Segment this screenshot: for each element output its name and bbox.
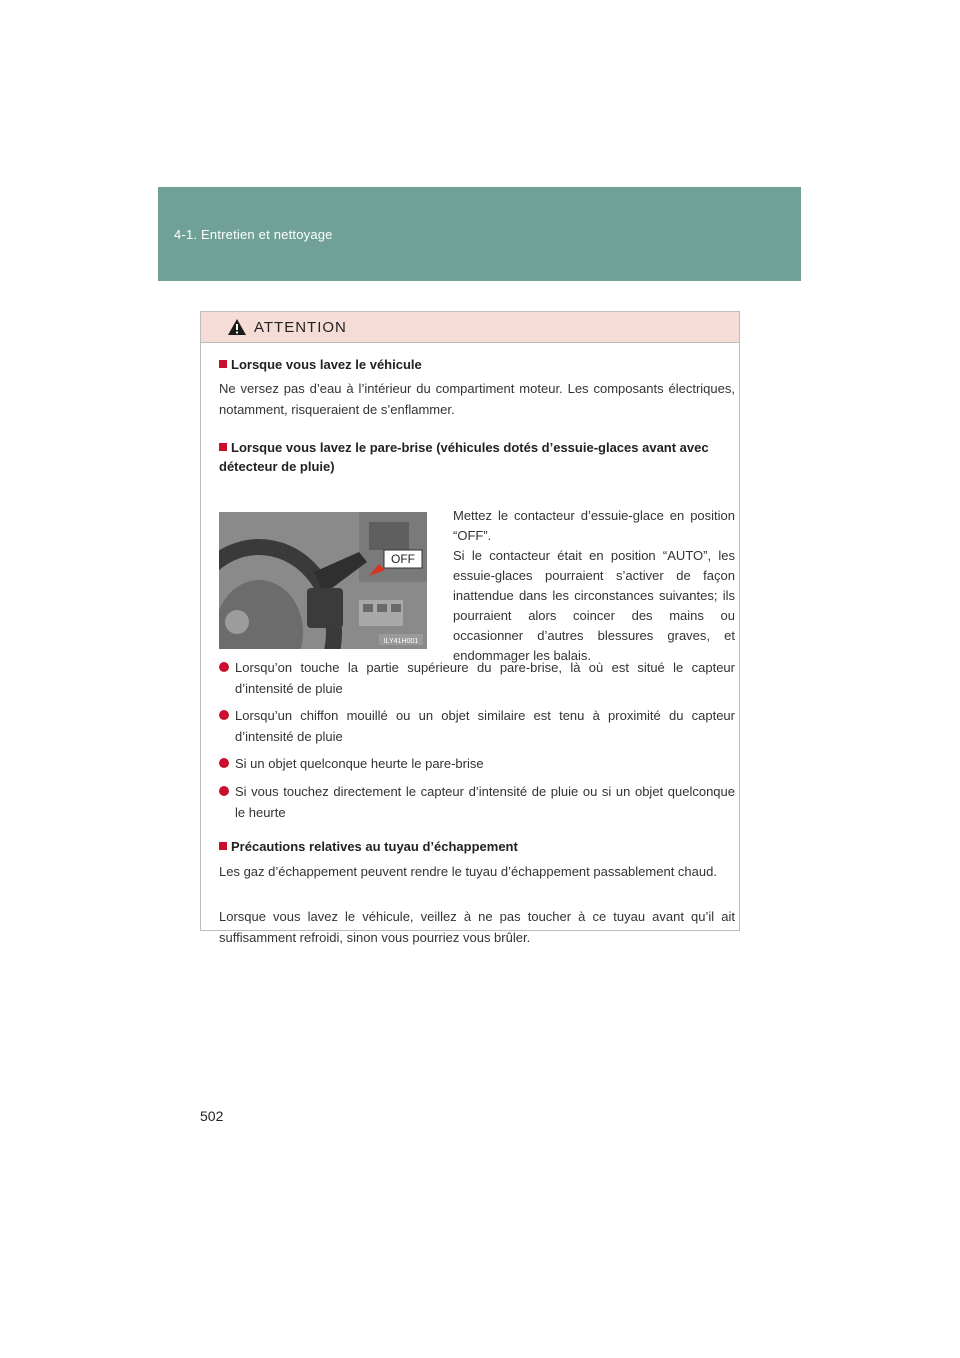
list-item: Si un objet quelconque heurte le pare-brise bbox=[219, 753, 735, 774]
section-title: 4-1. Entretien et nettoyage bbox=[174, 227, 333, 242]
wiper-switch-illustration bbox=[219, 512, 427, 649]
section-heading-washing: Lorsque vous lavez le véhicule bbox=[219, 355, 737, 374]
paragraph-exhaust-hot: Les gaz d’échappement peuvent rendre le tuyau d’échappement passablement chaud. bbox=[219, 864, 717, 879]
list-item: Lorsqu’un chiffon mouillé ou un objet similaire est tenu à proximité du capteur d’intensité de pluie bbox=[219, 705, 735, 747]
section-heading-exhaust: Précautions relatives au tuyau d’échappement bbox=[219, 837, 737, 856]
wiper-switch-photo bbox=[219, 512, 427, 649]
bullet-dot-icon bbox=[219, 710, 229, 720]
list-item: Lorsqu’on touche la partie supérieure du pare-brise, là où est situé le capteur d’intensité de pluie bbox=[219, 657, 735, 699]
image-code: ILY41H001 bbox=[383, 638, 419, 645]
page-number: 502 bbox=[200, 1108, 224, 1124]
list-item: Si vous touchez directement le capteur d’intensité de pluie ou si un objet quelconque le heurte bbox=[219, 781, 735, 823]
off-label: OFF bbox=[391, 552, 415, 566]
section-heading-windshield: Lorsque vous lavez le pare-brise (véhicules dotés d’essuie-glaces avant avec détecteur de pluie) bbox=[219, 440, 709, 474]
bullet-dot-icon bbox=[219, 662, 229, 672]
warning-icon bbox=[227, 318, 247, 336]
warning-title: ATTENTION bbox=[254, 318, 347, 336]
warning-box bbox=[200, 311, 740, 945]
paragraph-exhaust-burn: Lorsque vous lavez le véhicule, veillez à ne pas toucher à ce tuyau avant qu’il ait suffisamment refroidi, sinon vous pourriez vous brûler. bbox=[219, 909, 735, 945]
section-header bbox=[158, 187, 801, 281]
square-bullet-icon bbox=[219, 360, 227, 368]
wiper-instructions: Mettez le contacteur d’essuie-glace en position “OFF”. Si le contacteur était en position “AUTO”, les essuie-glaces pourraient s’activer de façon inattendue dans les circonstances suivantes; ils pourraient alors coincer des mains ou occasionner d’autres blessures graves, et endommager les balais. bbox=[453, 508, 735, 663]
square-bullet-icon bbox=[219, 443, 227, 451]
warning-header bbox=[201, 312, 739, 343]
bullet-dot-icon bbox=[219, 786, 229, 796]
square-bullet-icon bbox=[219, 842, 227, 850]
bullet-dot-icon bbox=[219, 758, 229, 768]
paragraph-engine-water: Ne versez pas d’eau à l’intérieur du compartiment moteur. Les composants électriques, notamment, risqueraient de s’enflammer. bbox=[219, 381, 735, 417]
